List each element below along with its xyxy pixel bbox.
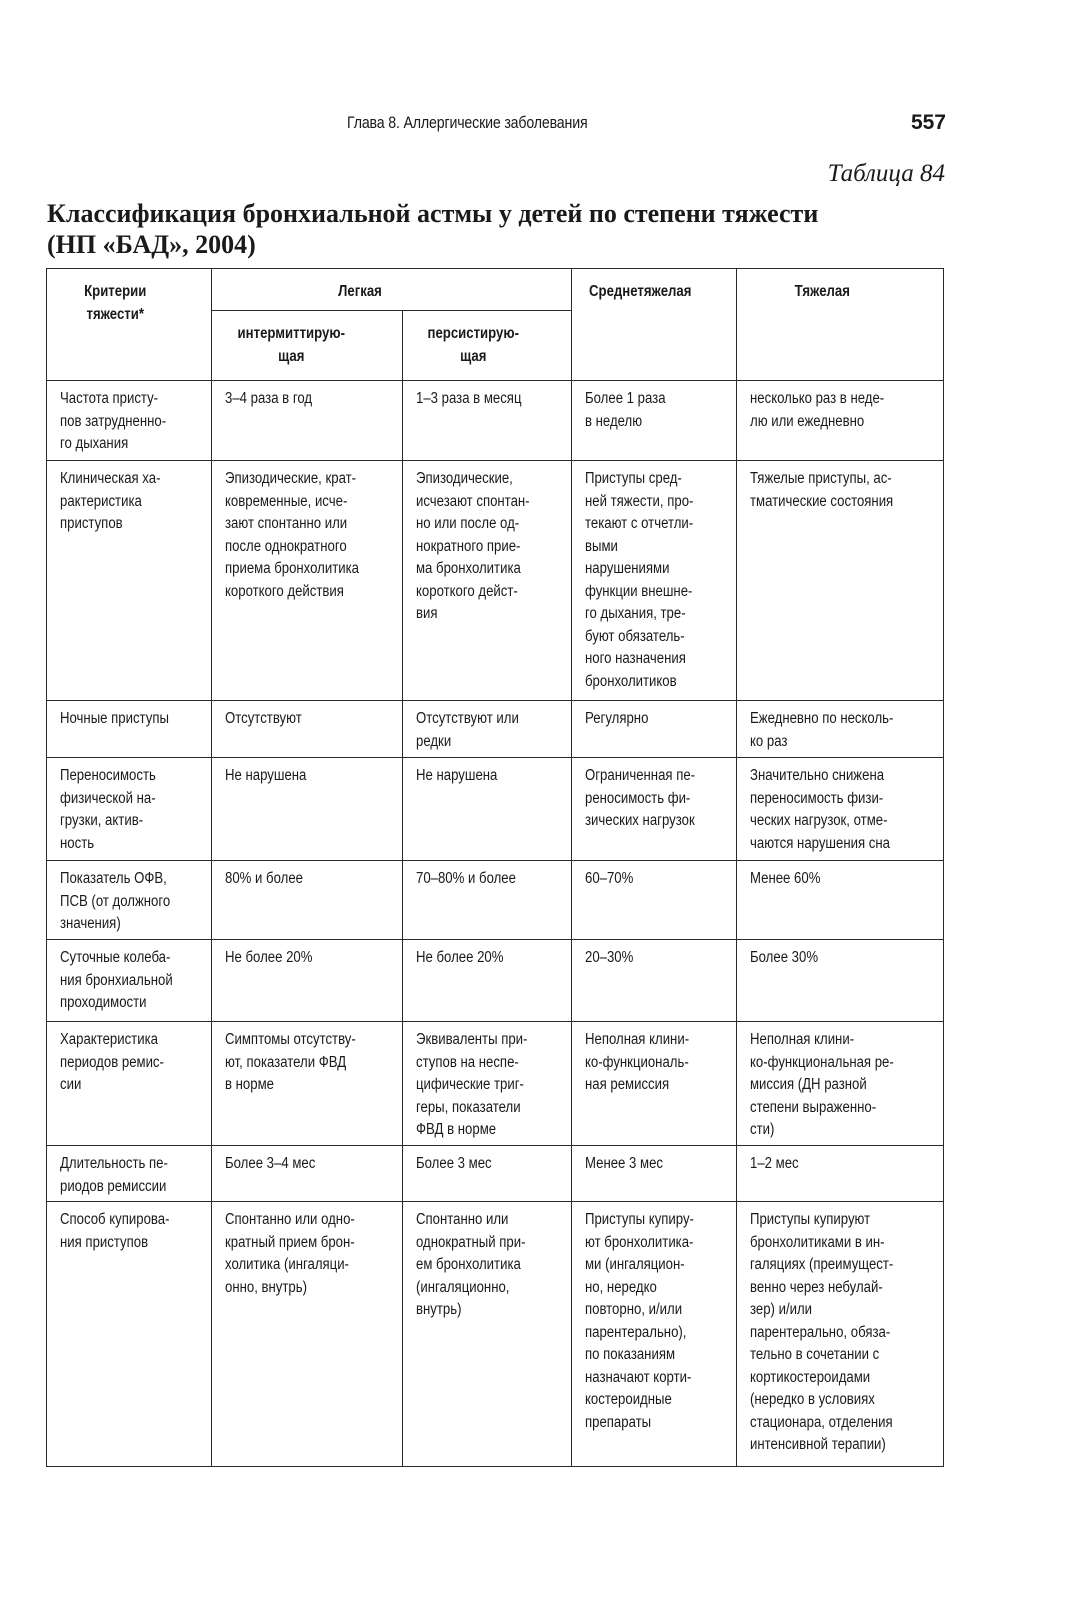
header-persistent: персистирую- щая: [403, 311, 572, 381]
cell-moderate: Регулярно: [572, 701, 737, 758]
table-title-line-2: (НП «БАД», 2004): [47, 230, 256, 259]
cell-persistent: Отсутствуют или редки: [403, 701, 572, 758]
cell-moderate: Приступы купиру- ют бронхолитика- ми (ингаляцион- но, нередко повторно, и/или парентерально), по показаниям назначают корти- костероидные препараты: [572, 1202, 737, 1467]
cell-severe: Тяжелые приступы, ас- тматические состояния: [737, 461, 944, 701]
table-row: [47, 461, 944, 701]
cell-criterion: Суточные колеба- ния бронхиальной проходимости: [47, 940, 212, 1022]
cell-severe: Неполная клини- ко-функциональная ре- миссия (ДН разной степени выраженно- сти): [737, 1022, 944, 1146]
cell-moderate: Приступы сред- ней тяжести, про- текают с отчетли- выми нарушениями функции внешне- го дыхания, тре- буют обязатель- ного назначения бронхолитиков: [572, 461, 737, 701]
table-row: [47, 701, 944, 758]
cell-moderate: 20–30%: [572, 940, 737, 1022]
cell-moderate: Менее 3 мес: [572, 1146, 737, 1202]
cell-intermittent: Отсутствуют: [212, 701, 403, 758]
header-severe: Тяжелая: [737, 269, 944, 381]
cell-persistent: Более 3 мес: [403, 1146, 572, 1202]
cell-criterion: Длительность пе- риодов ремиссии: [47, 1146, 212, 1202]
cell-persistent: 1–3 раза в месяц: [403, 381, 572, 461]
cell-intermittent: Спонтанно или одно- кратный прием брон- холитика (ингаляци- онно, внутрь): [212, 1202, 403, 1467]
page-number: 557: [910, 111, 946, 134]
asthma-severity-table: [46, 268, 944, 1467]
cell-intermittent: Не нарушена: [212, 758, 403, 861]
cell-criterion: Характеристика периодов ремис- сии: [47, 1022, 212, 1146]
cell-criterion: Клиническая ха- рактеристика приступов: [47, 461, 212, 701]
table-row: [47, 1146, 944, 1202]
cell-criterion: Частота присту- пов затрудненно- го дыхания: [47, 381, 212, 461]
cell-persistent: 70–80% и более: [403, 861, 572, 940]
cell-severe: Приступы купируют бронхолитиками в ин- галяциях (преимущест- венно через небулай- зер) и/или парентерально, обяза- тельно в сочетании с кортикостероидами (нередко в условиях стационара, отделения интенсивной терапии): [737, 1202, 944, 1467]
cell-severe: 1–2 мес: [737, 1146, 944, 1202]
cell-intermittent: Эпизодические, крат- ковременные, исче- зают спонтанно или после однократного приема бронхолитика короткого действия: [212, 461, 403, 701]
cell-intermittent: Симптомы отсутству- ют, показатели ФВД в норме: [212, 1022, 403, 1146]
running-head: Глава 8. Аллергические заболевания: [347, 114, 588, 132]
cell-intermittent: 80% и более: [212, 861, 403, 940]
cell-persistent: Не нарушена: [403, 758, 572, 861]
table-title: [47, 198, 947, 260]
cell-criterion: Переносимость физической на- грузки, актив- ность: [47, 758, 212, 861]
table-title-line-1: Классификация бронхиальной астмы у детей по степени тяжести: [47, 199, 819, 228]
cell-persistent: Спонтанно или однократный при- ем бронхолитика (ингаляционно, внутрь): [403, 1202, 572, 1467]
header-moderate: Среднетяжелая: [572, 269, 737, 381]
table-row: [47, 1202, 944, 1467]
cell-severe: несколько раз в неде- лю или ежедневно: [737, 381, 944, 461]
cell-intermittent: 3–4 раза в год: [212, 381, 403, 461]
cell-severe: Более 30%: [737, 940, 944, 1022]
cell-moderate: Ограниченная пе- реносимость фи- зических нагрузок: [572, 758, 737, 861]
cell-severe: Значительно снижена переносимость физи- ческих нагрузок, отме- чаются нарушения сна: [737, 758, 944, 861]
header-criteria: Критерии тяжести*: [47, 269, 212, 381]
table-row: [47, 381, 944, 461]
table-row: [47, 758, 944, 861]
cell-moderate: Более 1 раза в неделю: [572, 381, 737, 461]
cell-intermittent: Не более 20%: [212, 940, 403, 1022]
table-row: [47, 1022, 944, 1146]
cell-intermittent: Более 3–4 мес: [212, 1146, 403, 1202]
cell-moderate: Неполная клини- ко-функциональ- ная ремиссия: [572, 1022, 737, 1146]
cell-persistent: Не более 20%: [403, 940, 572, 1022]
cell-criterion: Показатель ОФВ, ПСВ (от должного значения): [47, 861, 212, 940]
cell-criterion: Способ купирова- ния приступов: [47, 1202, 212, 1467]
cell-persistent: Эквиваленты при- ступов на неспе- цифические триг- геры, показатели ФВД в норме: [403, 1022, 572, 1146]
table-header-row: [47, 269, 944, 311]
cell-persistent: Эпизодические, исчезают спонтан- но или после од- нократного прие- ма бронхолитика короткого дейст- вия: [403, 461, 572, 701]
cell-moderate: 60–70%: [572, 861, 737, 940]
cell-severe: Ежедневно по несколь- ко раз: [737, 701, 944, 758]
table-label: Таблица 84: [827, 160, 945, 187]
header-intermittent: интермиттирую- щая: [212, 311, 403, 381]
table-row: [47, 940, 944, 1022]
header-mild: Легкая: [212, 269, 572, 311]
cell-criterion: Ночные приступы: [47, 701, 212, 758]
cell-severe: Менее 60%: [737, 861, 944, 940]
table-row: [47, 861, 944, 940]
